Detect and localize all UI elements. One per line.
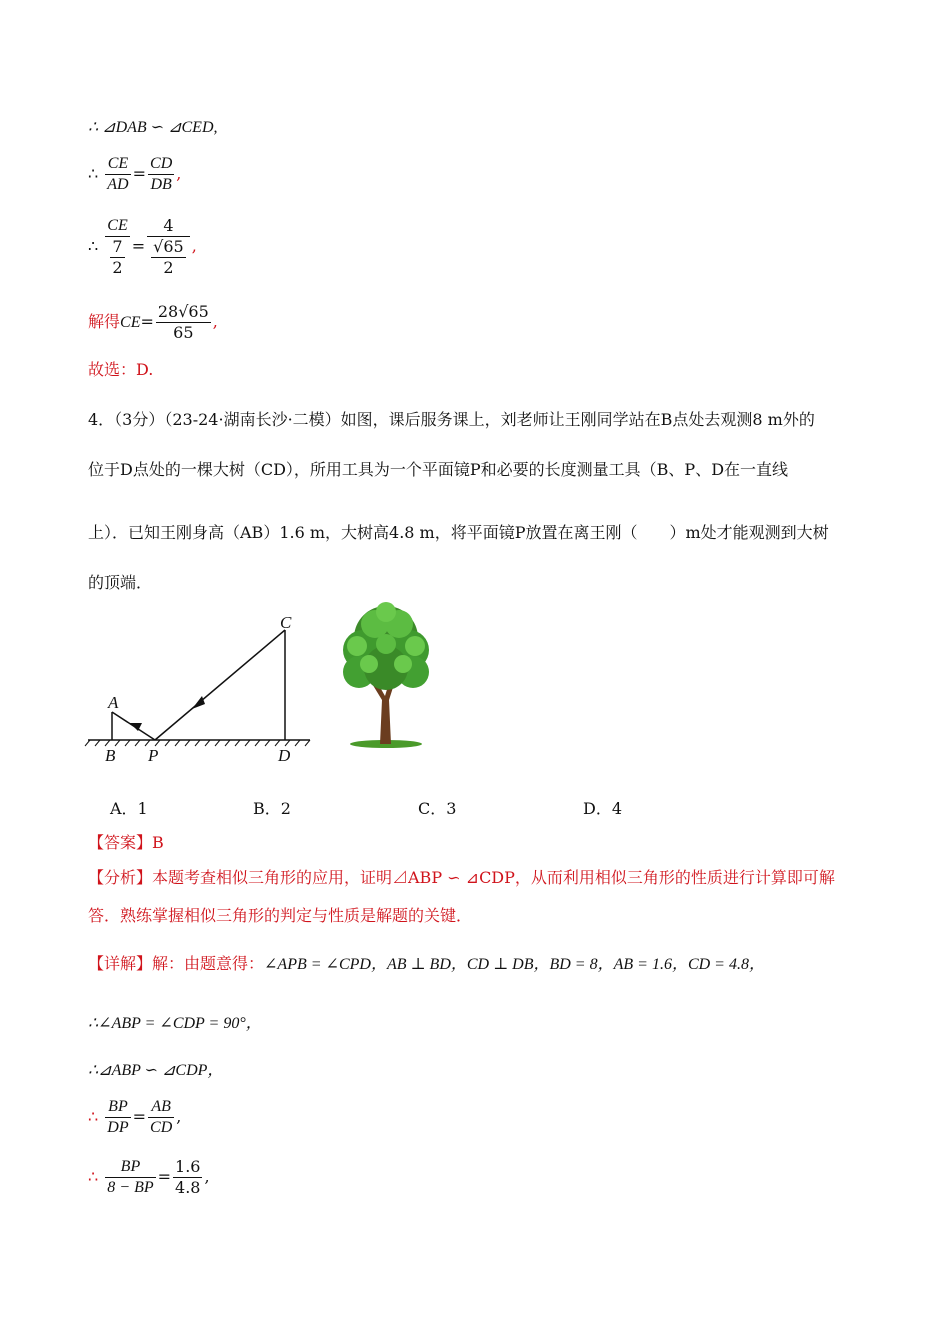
ce-symbol: CE <box>120 314 141 331</box>
therefore-sign: ∴ <box>88 236 99 256</box>
analysis-line-2: 答．熟练掌握相似三角形的判定与性质是解题的关键． <box>88 906 473 925</box>
tree-illustration <box>335 600 437 750</box>
denominator <box>105 237 129 278</box>
label-d: D <box>278 746 291 765</box>
ground-hatching <box>85 740 310 746</box>
previous-answer-choice: 故选：D. <box>88 360 154 379</box>
arrow-head-incident <box>192 696 205 709</box>
numerator: BP <box>105 1157 155 1178</box>
proof-line-ratio: ∴ $\frac{CE}{AD}$ = $\frac{CD}{DB}$ , <box>88 155 182 193</box>
denominator: 65 <box>173 323 194 342</box>
detail-line-5: ∴ $\frac{BP}{8 - BP}$ = $\frac{1.6}{4.8}$ , <box>88 1157 210 1197</box>
option-c: C．3 <box>418 799 457 818</box>
denominator: 2 <box>112 258 123 277</box>
incident-ray <box>155 630 285 740</box>
denominator: 4.8 <box>175 1178 201 1197</box>
detail-label: 【详解】解：由题意得： <box>88 954 265 973</box>
answer-line: 【答案】B <box>88 833 164 852</box>
fraction-bp-8-bp <box>105 1157 155 1198</box>
therefore-sign: ∴ <box>88 1167 99 1186</box>
option-d: D．4 <box>583 799 623 818</box>
numerator: CE <box>105 216 129 237</box>
numerator: 28√65 <box>157 302 209 321</box>
label-p: P <box>148 746 159 765</box>
fraction-cd-db <box>148 154 174 195</box>
fraction-16-48 <box>173 1157 202 1198</box>
detail-line-1 <box>88 954 765 975</box>
question-line-3: 上）．已知王刚身高（AB）1.6 m，大树高4.8 m，将平面镜P放置在离王刚（ ）m处才能观测到大树 <box>88 523 829 542</box>
comma: , <box>191 236 197 256</box>
proof-line-result: 解得CE= $\frac{28√65}{65}$ , <box>88 302 218 342</box>
fraction-sqrt65-2 <box>151 237 186 278</box>
question-line-4: 的顶端． <box>88 573 153 592</box>
denominator: AD <box>107 176 129 193</box>
denominator: CD <box>150 1119 173 1136</box>
numerator: 4 <box>147 216 190 237</box>
proof-line-substitution: ∴ $\frac{CE}{\frac{7}{2}}$ = $\frac{4}{\frac{√65}{2}}$ , <box>88 216 197 277</box>
comma: , <box>212 312 218 331</box>
fraction-ce-over-7-2 <box>105 216 129 278</box>
detail-line-3: ∴⊿ABP ∽ ⊿CDP， <box>88 1062 224 1079</box>
numerator: √65 <box>153 237 184 256</box>
numerator: CE <box>105 154 130 175</box>
fraction-ab-cd <box>148 1097 174 1138</box>
numerator: AB <box>148 1097 174 1118</box>
tree-canopy <box>343 602 429 690</box>
label-a: A <box>108 693 119 712</box>
denominator: 2 <box>163 258 174 277</box>
numerator: CD <box>148 154 174 175</box>
therefore-sign: ∴ <box>88 1107 99 1126</box>
comma: , <box>176 164 182 183</box>
comma: , <box>176 1107 182 1126</box>
denominator: DB <box>150 176 172 193</box>
fraction-ce-ad <box>105 154 130 195</box>
numerator: BP <box>105 1097 130 1118</box>
question-line-1: 4．（3分）（23-24·湖南长沙·二模）如图，课后服务课上，刘老师让王刚同学站在B点处去观测8 m外的 <box>88 410 815 429</box>
fraction-4-over-sqrt <box>147 216 190 278</box>
option-b: B．2 <box>253 799 291 818</box>
denominator <box>147 237 190 278</box>
question-line-2: 位于D点处的一棵大树（CD），所用工具为一个平面镜P和必要的长度测量工具（B、P、D在一直线 <box>88 460 789 479</box>
denominator: 8 − BP <box>107 1179 154 1196</box>
analysis-line-1: 【分析】本题考查相似三角形的应用，证明⊿ABP ∽ ⊿CDP，从而利用相似三角形的性质进行计算即可解 <box>88 868 835 887</box>
solve-label: 解得 <box>88 312 121 331</box>
detail-line-2: ∴∠ABP = ∠CDP = 90°， <box>88 1015 262 1032</box>
fraction-result <box>156 302 211 343</box>
numerator: 7 <box>112 237 123 256</box>
comma: , <box>204 1167 210 1186</box>
label-c: C <box>280 613 292 632</box>
proof-line-similar: ∴ ⊿DAB ∽ ⊿CED, <box>88 119 218 136</box>
fraction-bp-dp <box>105 1097 130 1138</box>
numerator: 1.6 <box>175 1157 201 1176</box>
fraction-7-2 <box>110 237 124 278</box>
detail-conditions: ∠APB = ∠CPD，AB ⊥ BD，CD ⊥ DB，BD = 8，AB = 1.6，CD = 4.8， <box>264 956 765 973</box>
detail-line-4: ∴ $\frac{BP}{DP}$ = $\frac{AB}{CD}$ , <box>88 1098 182 1136</box>
label-b: B <box>105 746 116 765</box>
denominator: DP <box>107 1119 129 1136</box>
therefore-sign: ∴ <box>88 164 99 183</box>
option-a: A．1 <box>110 799 148 818</box>
